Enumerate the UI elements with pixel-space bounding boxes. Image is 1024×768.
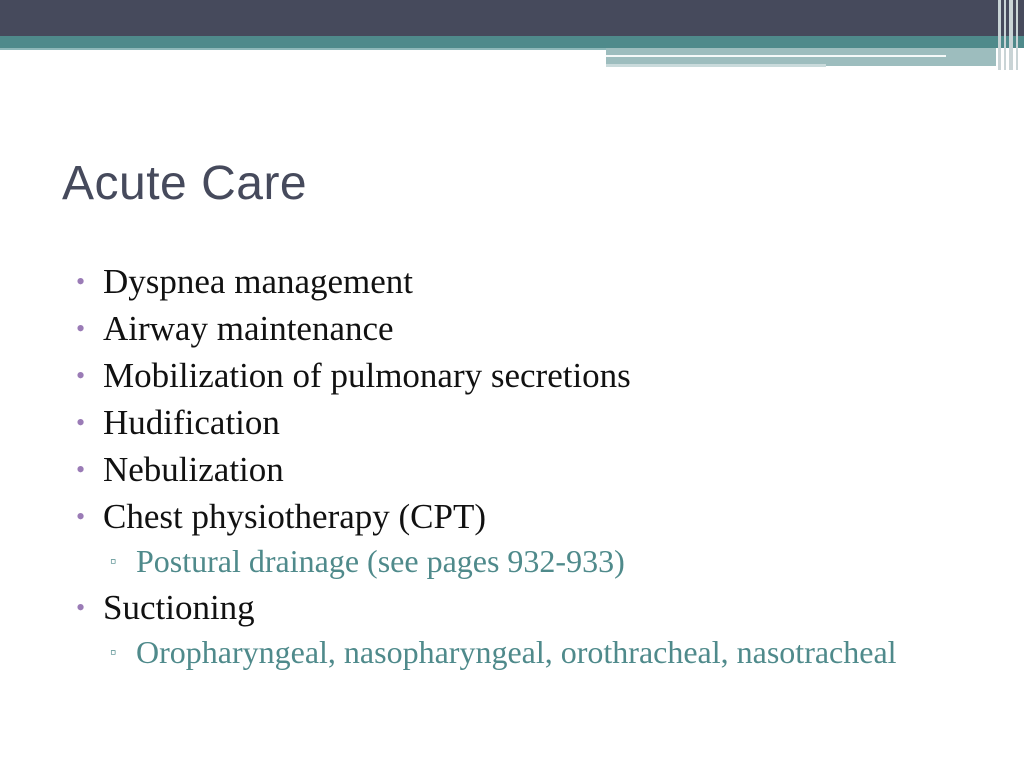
sub-bullet-item <box>76 634 956 670</box>
square-bullet-icon: ▫ <box>110 642 117 662</box>
header-edge-strips <box>996 0 1024 70</box>
bullet-text: Dyspnea management <box>103 262 414 301</box>
bullet-item <box>76 258 956 305</box>
sub-bullet-text: Postural drainage (see pages 932-933) <box>136 543 625 579</box>
header-accent-line <box>606 55 946 57</box>
bullet-text: Mobilization of pulmonary secretions <box>103 356 631 395</box>
bullet-text: Nebulization <box>103 450 284 489</box>
bullet-item <box>76 493 956 540</box>
header-accent-line-lower <box>606 64 826 67</box>
bullet-item <box>76 584 956 631</box>
bullet-item <box>76 352 956 399</box>
bullet-text: Chest physiotherapy (CPT) <box>103 497 487 536</box>
bullet-dot-icon: • <box>76 502 86 531</box>
bullet-dot-icon: • <box>76 314 86 343</box>
bullet-list <box>76 258 956 675</box>
bullet-dot-icon: • <box>76 593 86 622</box>
header-teal-band <box>0 36 1024 48</box>
bullet-dot-icon: • <box>76 408 86 437</box>
bullet-item <box>76 305 956 352</box>
header-teal-line <box>0 48 606 50</box>
bullet-text: Suctioning <box>103 588 255 627</box>
sub-bullet-item <box>76 543 956 579</box>
slide-title: Acute Care <box>62 157 308 210</box>
header-dark-band <box>0 0 1024 36</box>
bullet-item <box>76 399 956 446</box>
bullet-dot-icon: • <box>76 267 86 296</box>
square-bullet-icon: ▫ <box>110 551 117 571</box>
bullet-dot-icon: • <box>76 361 86 390</box>
bullet-text: Hudification <box>103 403 280 442</box>
bullet-text: Airway maintenance <box>103 309 394 348</box>
bullet-item <box>76 446 956 493</box>
sub-bullet-text: Oropharyngeal, nasopharyngeal, orothracheal, nasotracheal <box>136 634 897 670</box>
bullet-dot-icon: • <box>76 455 86 484</box>
